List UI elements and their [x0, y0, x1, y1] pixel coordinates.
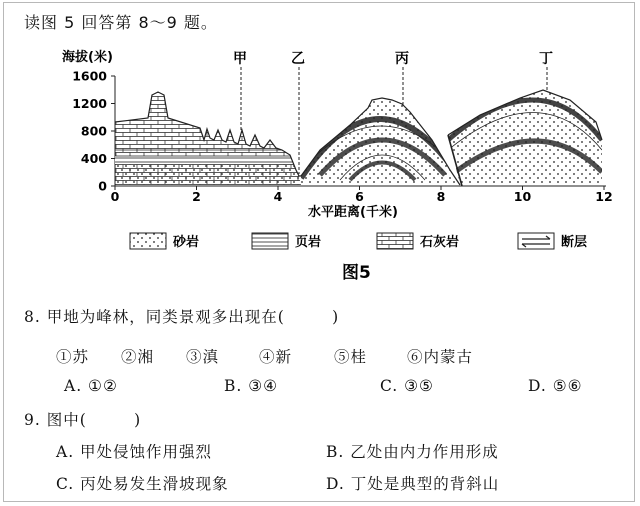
- site-marker-yi: [291, 51, 305, 174]
- question-8-item-4: ④新: [259, 348, 293, 366]
- y-tick-label: 0: [98, 178, 107, 194]
- legend-shale: [252, 233, 321, 250]
- fold-block-middle: [300, 90, 465, 190]
- x-tick-label: 6: [355, 189, 364, 204]
- fold-block-right: [445, 85, 605, 190]
- question-8-stem: 8. 甲地为峰林，同类景观多出现在( ): [24, 308, 340, 326]
- intro-text: 读图 5 回答第 8～9 题。: [24, 13, 218, 32]
- question-9-option-c[interactable]: C. 丙处易发生滑坡现象: [56, 475, 229, 493]
- x-tick-label: 12: [595, 189, 613, 204]
- svg-text:丁: 丁: [539, 51, 553, 67]
- x-tick-label: 0: [110, 189, 120, 204]
- svg-text:页岩: 页岩: [295, 235, 322, 250]
- y-tick-label: 1200: [72, 96, 107, 111]
- question-9-stem: 9. 图中( ): [24, 411, 142, 429]
- x-tick-labels: [111, 186, 613, 204]
- legend-limestone: [377, 233, 459, 250]
- svg-text:断层: 断层: [561, 235, 588, 250]
- x-axis-label: 水平距离(千米): [308, 205, 398, 220]
- x-tick-label: 10: [513, 189, 532, 204]
- question-8-option-b[interactable]: B. ③④: [224, 377, 279, 395]
- question-9-option-b[interactable]: B. 乙处由内力作用形成: [326, 443, 499, 461]
- question-9-option-a[interactable]: A. 甲处侵蚀作用强烈: [56, 443, 213, 461]
- question-8-item-2: ②湘: [121, 348, 155, 366]
- y-axis-label: 海拔(米): [62, 50, 113, 65]
- karst-block-left: [115, 80, 305, 190]
- legend: [130, 233, 587, 250]
- svg-text:丙: 丙: [395, 51, 409, 67]
- svg-text:乙: 乙: [291, 51, 305, 67]
- svg-text:砂岩: 砂岩: [173, 235, 200, 250]
- x-tick-label: 8: [436, 189, 446, 204]
- x-tick-label: 4: [273, 189, 283, 204]
- question-8-item-3: ③滇: [186, 348, 220, 366]
- y-tick-labels: [72, 69, 115, 194]
- legend-sandstone: [130, 233, 199, 250]
- y-tick-label: 1600: [72, 68, 107, 84]
- y-tick-label: 800: [80, 123, 107, 139]
- question-8-item-6: ⑥内蒙古: [407, 348, 474, 366]
- legend-fault: [518, 233, 587, 250]
- svg-text:石灰岩: 石灰岩: [420, 235, 460, 250]
- question-8-option-d[interactable]: D. ⑤⑥: [528, 377, 583, 395]
- y-tick-label: 400: [80, 151, 107, 166]
- question-9-option-d[interactable]: D. 丁处是典型的背斜山: [326, 475, 500, 493]
- figure-caption: 图5: [342, 263, 371, 283]
- site-marker-jia: [233, 51, 247, 130]
- question-8-option-c[interactable]: C. ③⑤: [380, 377, 434, 395]
- question-8-item-5: ⑤桂: [334, 348, 368, 366]
- question-8-option-a[interactable]: A. ①②: [64, 377, 118, 395]
- site-marker-ding: [539, 51, 553, 90]
- site-marker-bing: [395, 51, 409, 105]
- x-tick-label: 2: [192, 189, 201, 204]
- question-8-item-1: ①苏: [56, 348, 90, 366]
- svg-text:甲: 甲: [233, 51, 247, 67]
